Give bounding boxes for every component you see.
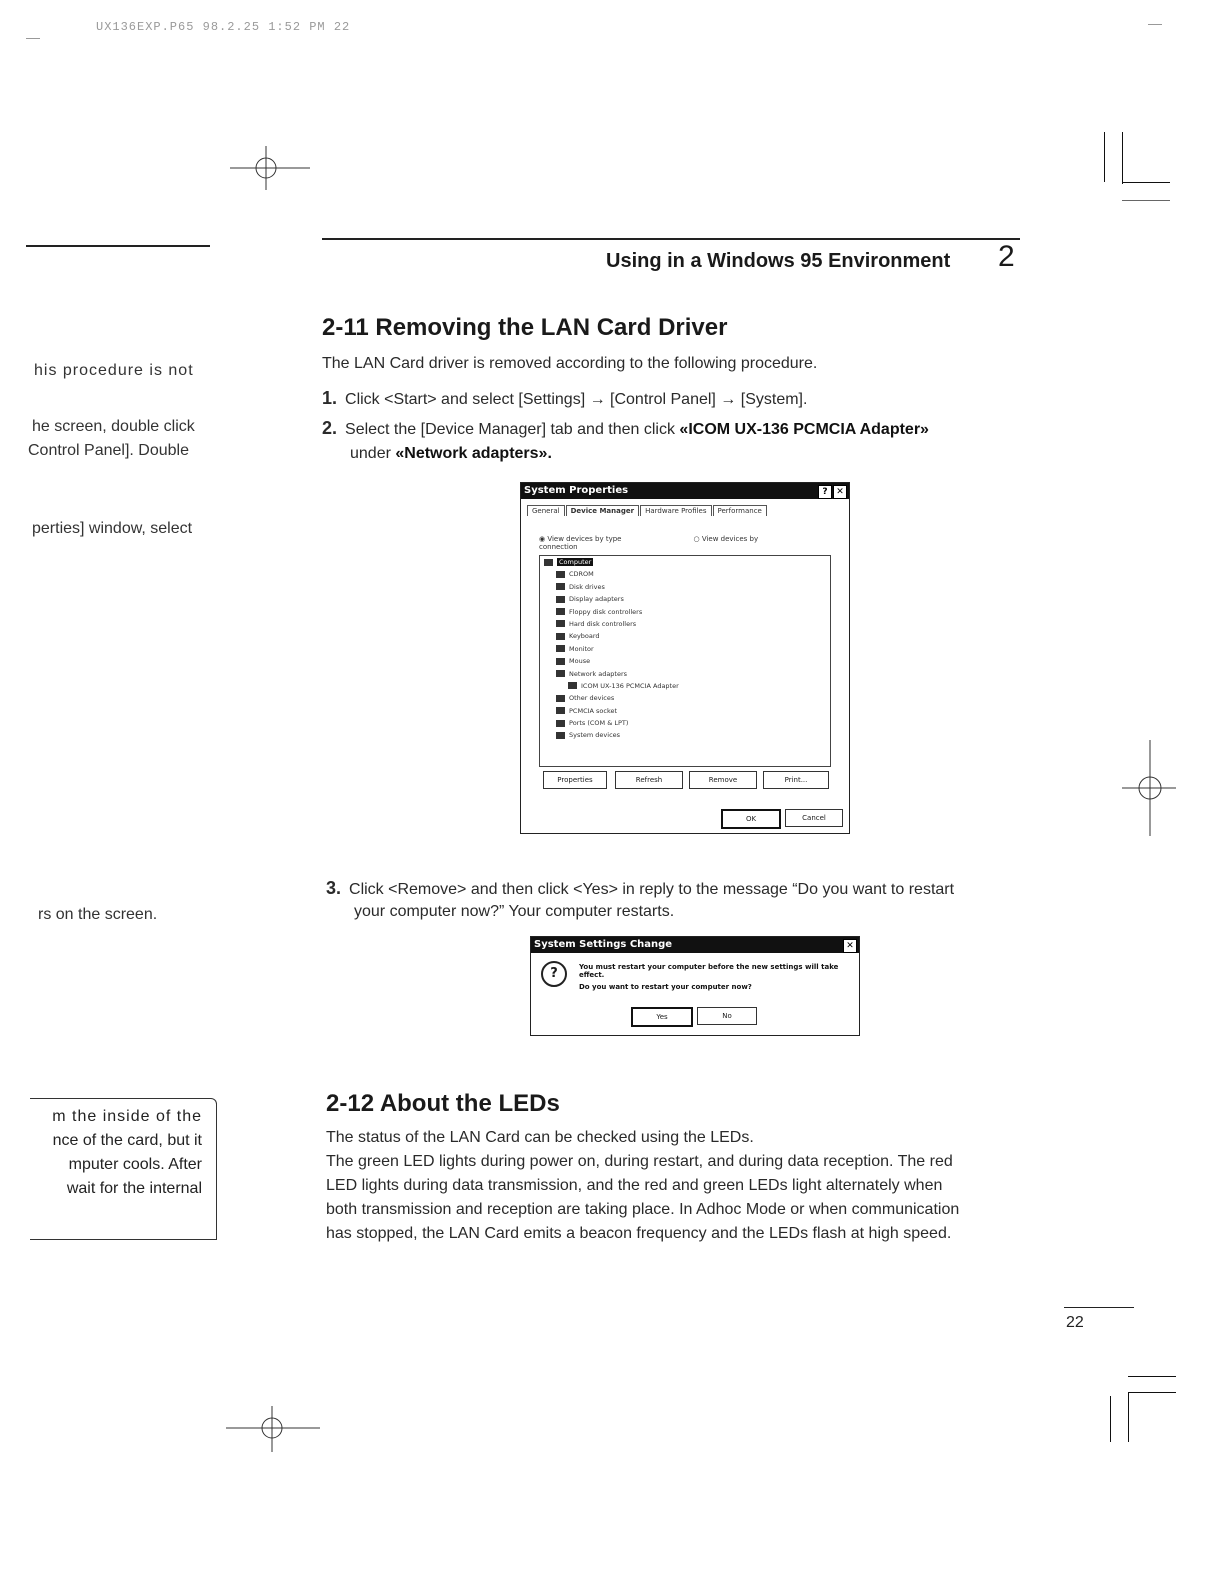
device-icon	[556, 571, 565, 578]
device-icon	[556, 645, 565, 652]
device-label: ICOM UX-136 PCMCIA Adapter	[581, 681, 679, 690]
tab-device-manager[interactable]: Device Manager	[566, 505, 639, 516]
crop-mark	[1122, 200, 1170, 201]
print-button[interactable]: Print...	[763, 771, 829, 789]
restart-dialog	[530, 936, 860, 1036]
device-icon	[556, 596, 565, 603]
dialog-title: System Settings Change	[534, 939, 673, 950]
leds-paragraph: both transmission and reception are taking place. In Adhoc Mode or when communication	[326, 1201, 960, 1218]
device-icon	[556, 695, 565, 702]
device-label: CDROM	[569, 570, 594, 579]
device-label: Disk drives	[569, 582, 605, 591]
step-3-cont	[354, 900, 674, 924]
device-icon	[556, 608, 565, 615]
step-text: under	[350, 445, 396, 462]
margin-box-line: wait for the internal	[66, 1180, 202, 1197]
print-slug: UX136EXP.P65 98.2.25 1:52 PM 22	[96, 20, 351, 34]
device-label: Network adapters	[569, 669, 628, 678]
chapter-number: 2	[998, 240, 1015, 273]
ok-button[interactable]: OK	[721, 809, 781, 829]
device-tree-item[interactable]	[540, 593, 830, 605]
crop-mark	[1104, 132, 1105, 182]
radio-label: View devices by connection	[539, 535, 759, 551]
question-icon: ?	[541, 961, 567, 987]
system-properties-dialog	[520, 482, 850, 834]
device-tree[interactable]	[539, 555, 831, 767]
registration-mark-icon	[228, 146, 312, 190]
device-label: Ports (COM & LPT)	[569, 719, 629, 728]
margin-note: Control Panel]. Double	[28, 442, 189, 459]
margin-box-line: nce of the card, but it	[52, 1132, 202, 1149]
device-tree-item[interactable]	[540, 568, 830, 580]
refresh-button[interactable]: Refresh	[615, 771, 683, 789]
device-label: PCMCIA socket	[569, 706, 618, 715]
help-icon[interactable]: ?	[818, 485, 832, 499]
device-icon	[556, 720, 565, 727]
crop-mark	[1128, 1392, 1129, 1442]
step-1	[322, 386, 807, 412]
properties-button[interactable]: Properties	[543, 771, 607, 789]
margin-box-line: m the inside of the	[52, 1108, 202, 1125]
close-icon[interactable]: ✕	[843, 939, 857, 953]
step-emphasis: «Network adapters».	[395, 445, 552, 462]
device-tree-item[interactable]	[540, 556, 830, 568]
step-text: Click <Start> and select [Settings] → [Control Panel] → [System].	[345, 391, 808, 408]
step-number: 3.	[326, 878, 342, 898]
tab-strip	[527, 505, 768, 516]
step-text: your computer now?” Your computer restarts.	[354, 903, 675, 920]
device-tree-item[interactable]	[540, 680, 830, 692]
tab-hardware-profiles[interactable]: Hardware Profiles	[640, 505, 711, 516]
crop-mark	[1110, 1396, 1111, 1442]
device-icon	[568, 682, 577, 689]
margin-box-line: mputer cools. After	[68, 1156, 202, 1173]
device-icon	[556, 658, 565, 665]
cancel-button[interactable]: Cancel	[785, 809, 843, 827]
view-mode-radios	[539, 535, 849, 551]
step-text: Select the [Device Manager] tab and then click	[345, 421, 680, 438]
device-label: Other devices	[569, 694, 615, 703]
corner-mark	[1148, 24, 1162, 25]
device-tree-item[interactable]	[540, 618, 830, 630]
device-tree-item[interactable]	[540, 655, 830, 667]
margin-note: he screen, double click	[32, 418, 195, 435]
leds-paragraph: LED lights during data transmission, and the red and green LEDs light alternately when	[326, 1177, 943, 1194]
dialog-question: Do you want to restart your computer now?	[579, 983, 752, 991]
tab-performance[interactable]: Performance	[713, 505, 767, 516]
tab-general[interactable]: General	[527, 505, 565, 516]
device-label: Floppy disk controllers	[569, 607, 643, 616]
step-2	[322, 416, 929, 442]
section-heading: 2-12 About the LEDs	[326, 1090, 560, 1117]
leds-paragraph: The status of the LAN Card can be checked using the LEDs.	[326, 1129, 754, 1146]
crop-mark	[1128, 1392, 1176, 1393]
page-number: 22	[1066, 1314, 1084, 1331]
section-heading: 2-11 Removing the LAN Card Driver	[322, 314, 728, 341]
device-tree-item[interactable]	[540, 606, 830, 618]
device-icon	[544, 559, 553, 566]
crop-mark	[1122, 132, 1123, 184]
device-tree-item[interactable]	[540, 705, 830, 717]
step-text: Click <Remove> and then click <Yes> in reply to the message “Do you want to restart	[349, 881, 955, 898]
step-number: 2.	[322, 418, 338, 438]
dialog-titlebar	[521, 483, 849, 499]
header-rule	[322, 238, 1020, 240]
radio-label: View devices by type	[547, 535, 622, 543]
step-number: 1.	[322, 388, 338, 408]
device-label: Computer	[559, 558, 592, 566]
step-2-cont	[350, 442, 552, 466]
device-tree-item[interactable]	[540, 668, 830, 680]
device-label: Hard disk controllers	[569, 619, 637, 628]
device-label: Mouse	[569, 657, 591, 666]
remove-button[interactable]: Remove	[689, 771, 757, 789]
margin-note: perties] window, select	[32, 520, 193, 537]
device-tree-item[interactable]	[540, 717, 830, 729]
device-icon	[556, 732, 565, 739]
radio-view-by-connection[interactable]: ○ View devices by connection	[539, 535, 759, 551]
dialog-message: You must restart your computer before the new settings will take effect.	[579, 963, 839, 979]
device-label: Keyboard	[569, 632, 600, 641]
device-icon	[556, 670, 565, 677]
device-icon	[556, 583, 565, 590]
registration-mark-icon	[226, 1406, 320, 1452]
leds-paragraph: The green LED lights during power on, during restart, and during data reception. The red	[326, 1153, 953, 1170]
device-tree-item[interactable]	[540, 729, 830, 741]
device-label: Monitor	[569, 644, 594, 653]
step-3	[326, 876, 954, 902]
device-label: Display adapters	[569, 595, 624, 604]
page-number-rule	[1064, 1307, 1134, 1308]
margin-note: rs on the screen.	[38, 906, 158, 923]
chapter-title: Using in a Windows 95 Environment	[606, 250, 951, 272]
radio-view-by-type[interactable]: ◉ View devices by type	[539, 535, 622, 543]
device-icon	[556, 620, 565, 627]
close-icon[interactable]: ✕	[833, 485, 847, 499]
section-intro: The LAN Card driver is removed according to the following procedure.	[322, 355, 818, 372]
margin-note: his procedure is not	[34, 362, 194, 379]
leds-paragraph: has stopped, the LAN Card emits a beacon frequency and the LEDs flash at high speed.	[326, 1225, 952, 1242]
device-tree-item[interactable]	[540, 692, 830, 704]
crop-mark	[1122, 182, 1170, 183]
device-label: System devices	[569, 731, 621, 740]
registration-mark-icon	[1122, 740, 1176, 836]
dialog-title: System Properties	[524, 485, 629, 496]
device-tree-item[interactable]	[540, 643, 830, 655]
device-tree-item[interactable]	[540, 630, 830, 642]
dialog-titlebar	[531, 937, 859, 953]
device-icon	[556, 633, 565, 640]
crop-mark	[1128, 1376, 1176, 1377]
device-tree-item[interactable]	[540, 581, 830, 593]
corner-mark	[26, 38, 40, 39]
step-emphasis: «ICOM UX-136 PCMCIA Adapter»	[679, 421, 929, 438]
no-button[interactable]: No	[697, 1007, 757, 1025]
yes-button[interactable]: Yes	[631, 1007, 693, 1027]
margin-rule	[26, 245, 210, 247]
device-icon	[556, 707, 565, 714]
